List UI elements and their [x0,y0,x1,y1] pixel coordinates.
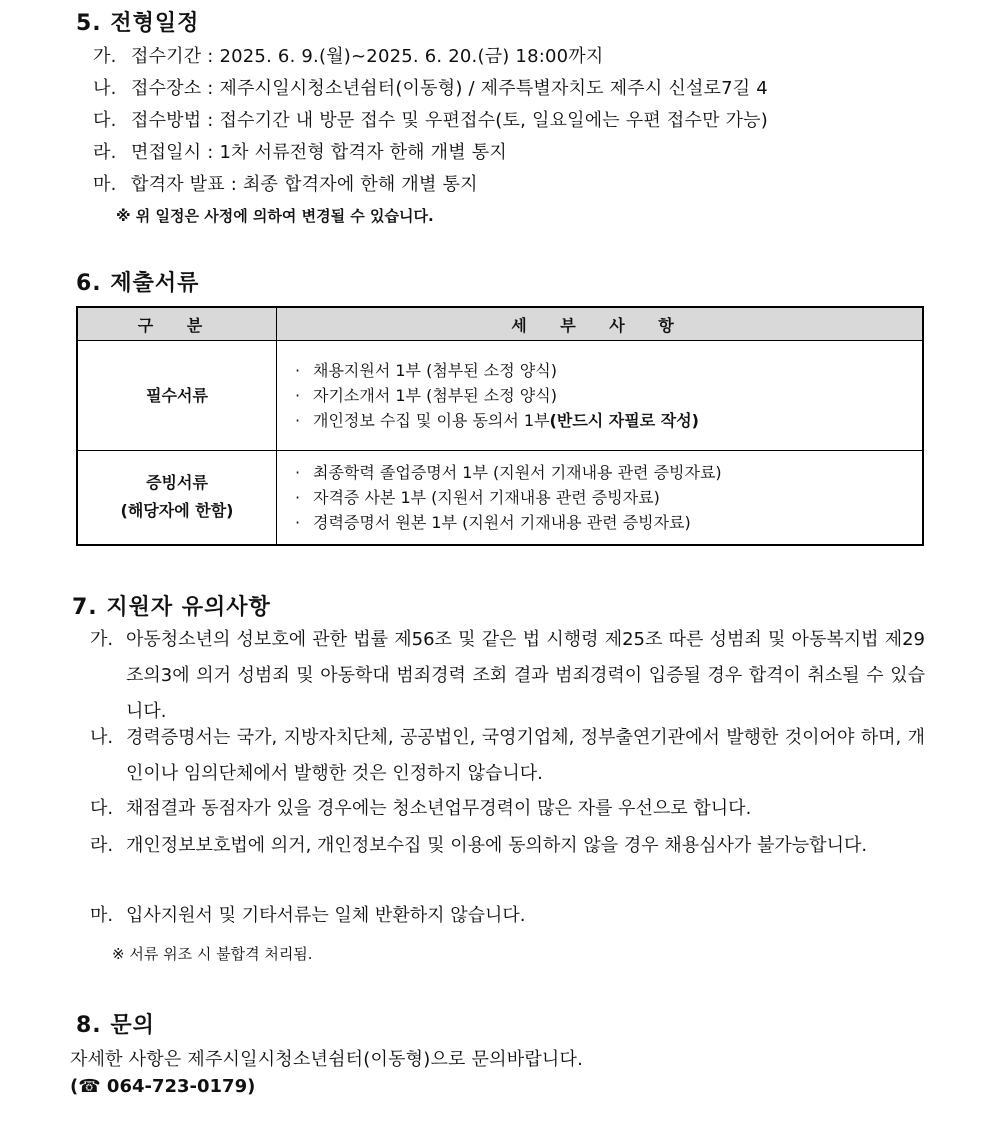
schedule-item-application-method: 다. 접수방법 : 접수기간 내 방문 접수 및 우편접수(토, 일요일에는 우편 접수만 가능) [93,110,768,131]
required-documents-table [76,306,924,546]
notice-item-criminal-check: 가. 아동청소년의 성보호에 관한 법률 제56조 및 같은 법 시행령 제25조 따른 성범죄 및 아동복지법 제29조의3에 의거 성범죄 및 아동학대 범죄경력 조회 결과 범죄경력이 입증될 경우 합격이 취소될 수 있습니다. [90,629,925,722]
notice-item-no-return: 마. 입사지원서 및 기타서류는 일체 반환하지 않습니다. [90,905,526,926]
notice-item-career-certificate: 나. 경력증명서는 국가, 지방자치단체, 공공법인, 국영기업체, 정부출연기관에서 발행한 것이어야 하며, 개인이나 임의단체에서 발행한 것은 인정하지 않습니다. [90,727,925,784]
row-category-supporting: 증빙서류 (해당자에 한함) [77,451,277,545]
schedule-item-application-place: 나. 접수장소 : 제주시일시청소년쉼터(이동형) / 제주특별자치도 제주시 신설로7길 4 [93,78,768,99]
row-category-required: 필수서류 [77,341,277,451]
table-row [77,341,923,451]
contact-phone: (☎ 064-723-0179) [70,1076,256,1097]
section-6-title: 6. 제출서류 [76,271,200,296]
list-item: · 자기소개서 1부 (첨부된 소정 양식) [295,386,557,405]
header-category: 구 분 [77,307,277,341]
schedule-item-interview-date: 라. 면접일시 : 1차 서류전형 합격자 한해 개별 통지 [93,142,507,163]
list-item: · 최종학력 졸업증명서 1부 (지원서 기재내용 관련 증빙자료) [295,462,722,482]
schedule-note: ※ 위 일정은 사정에 의하여 변경될 수 있습니다. [116,207,434,225]
schedule-item-announcement: 마. 합격자 발표 : 최종 합격자에 한해 개별 통지 [93,174,478,195]
header-details: 세 부 사 항 [277,307,924,341]
notice-item-tie-break: 다. 채점결과 동점자가 있을 경우에는 청소년업무경력이 많은 자를 우선으로 합니다. [90,798,752,819]
list-item: · 개인정보 수집 및 이용 동의서 1부(반드시 자필로 작성) [295,411,699,430]
table-header-row [77,307,923,341]
list-item: · 자격증 사본 1부 (지원서 기재내용 관련 증빙자료) [295,487,660,507]
handwriting-required-note: (반드시 자필로 작성) [549,411,699,430]
list-item: · 경력증명서 원본 1부 (지원서 기재내용 관련 증빙자료) [295,512,691,532]
schedule-item-application-period: 가. 접수기간 : 2025. 6. 9.(월)~2025. 6. 20.(금) 18:00까지 [93,46,604,67]
section-5-title: 5. 전형일정 [76,11,200,36]
table-row [77,451,923,545]
row-details-required [277,341,924,451]
list-item: · 채용지원서 1부 (첨부된 소정 양식) [295,361,557,380]
section-7-title: 7. 지원자 유의사항 [72,595,271,620]
row-details-supporting [277,451,924,545]
inquiry-text: 자세한 사항은 제주시일시청소년쉼터(이동형)으로 문의바랍니다. [70,1049,584,1070]
section-8-title: 8. 문의 [76,1013,155,1038]
forgery-note: ※ 서류 위조 시 불합격 처리됨. [112,945,313,963]
notice-item-privacy-consent: 라. 개인정보보호법에 의거, 개인정보수집 및 이용에 동의하지 않을 경우 채용심사가 불가능합니다. [90,835,868,856]
